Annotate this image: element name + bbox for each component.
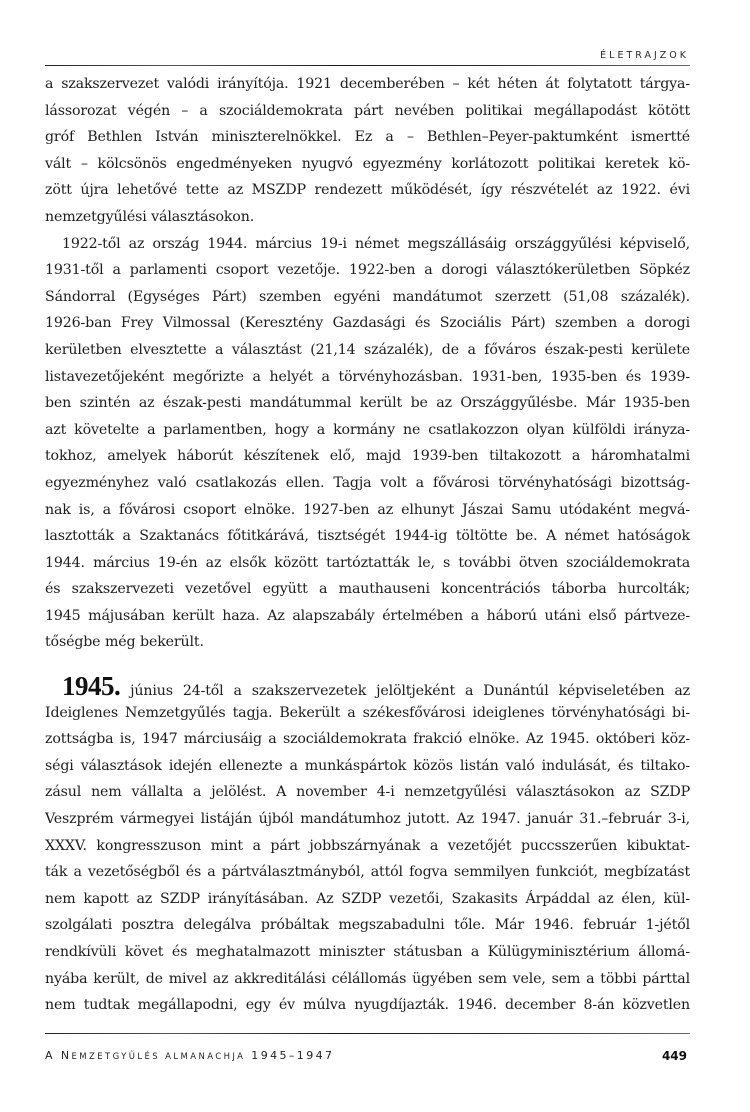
footer-title-smallcaps: EMZETGYŰLÉS ALMANACHJA xyxy=(71,1052,246,1062)
text-line: nem kapott az SZDP irányításában. Az SZDP vezetői, Szakasits Árpáddal az élen, kül- xyxy=(45,890,690,907)
text-line: ségi választások idején ellenezte a munkáspártok közös listán való indulását, és tiltako- xyxy=(45,757,690,774)
paragraph xyxy=(45,71,690,231)
text-line: tokhoz, amelyek háborút készítenek elő, majd 1939-ben tiltakozott a háromhatalmi xyxy=(45,448,690,465)
section-first-line xyxy=(45,673,690,700)
text-line: tőségbe még bekerült. xyxy=(45,634,204,651)
text-line: gróf Bethlen István miniszterelnökkel. Ez a – Bethlen–Peyer-paktumként ismertté xyxy=(45,129,690,146)
text-line: nemzetgyűlési választásokon. xyxy=(45,208,255,225)
text-line: Sándorral (Egységes Párt) szemben egyéni mandátumot szerzett (51,08 százalék). xyxy=(45,288,690,305)
text-line: XXXV. kongresszuson mint a párt jobbszárnyának a vezetőjét puccsszerűen kibuktat- xyxy=(45,837,690,854)
text-line: és szakszervezeti vezetővel együtt a mauthauseni koncentrációs táborba hurcolták; xyxy=(45,581,690,598)
footer-title-initial-n: N xyxy=(60,1049,72,1062)
running-head: ÉLETRAJZOK xyxy=(600,50,689,61)
text-line: egyezményhez való csatlakozás ellen. Tagja volt a fővárosi törvényhatósági bizottság- xyxy=(45,474,690,491)
text-line: lasztották a Szaktanács főtitkárává, tisztségét 1944-ig töltötte be. A német hatóságok xyxy=(45,528,690,545)
text-line: 1944. március 19-én az elsők között tartóztatták le, s további ötven szociáldemokrata xyxy=(45,554,690,571)
section-first-line-text: június 24-től a szakszervezetek jelöltjeként a Dunántúl képviseletében az xyxy=(120,683,690,700)
text-line: lássorozat végén – a szociáldemokrata párt nevében politikai megállapodást kötött xyxy=(45,102,690,119)
section-year-heading: 1945. xyxy=(62,671,121,702)
header-rule xyxy=(45,65,690,66)
text-line: a szakszervezet valódi irányítója. 1921 decemberében – két héten át folytatott tárgya- xyxy=(45,76,690,92)
text-line: nak is, a fővárosi csoport elnöke. 1927-ben az elhunyt Jászai Samu utódaként megvá- xyxy=(45,501,690,518)
footer-book-title xyxy=(45,1049,334,1062)
text-line: 1922-től az ország 1944. március 19-i német megszállásáig országgyűlési képviselő, xyxy=(62,235,690,252)
paragraph xyxy=(45,231,690,657)
text-line: Veszprém vármegyei listáján újból mandátumhoz jutott. Az 1947. január 31.–február 3-i, xyxy=(45,811,690,828)
page-body xyxy=(45,71,690,1019)
footer-years: 1945–1947 xyxy=(251,1049,335,1062)
text-line: 1931-től a parlamenti csoport vezetője. 1922-ben a dorogi választókerületben Söpkéz xyxy=(45,262,690,279)
text-line: azt követelte a parlamentben, hogy a kormány ne csatlakozzon olyan külföldi irányza- xyxy=(45,421,690,438)
page-number: 449 xyxy=(661,1049,687,1063)
text-line: listavezetőjeként megőrizte a helyét a törvényhozásban. 1931-ben, 1935-ben és 1939- xyxy=(45,368,690,385)
text-line: rendkívüli követ és meghatalmazott miniszter státusban a Külügyminisztérium állomá- xyxy=(45,944,690,960)
section-1945 xyxy=(45,673,690,1019)
text-line: 1926-ban Frey Vilmossal (Keresztény Gazdasági és Szociális Párt) szemben a dorogi xyxy=(45,315,690,332)
text-line: ben szintén az észak-pesti mandátummal került be az Országgyűlésbe. Már 1935-ben xyxy=(45,395,690,412)
footer-rule xyxy=(45,1033,690,1034)
text-line: zött újra lehetővé tette az MSZDP rendezett működését, így részvételét az 1922. évi xyxy=(45,182,690,199)
text-line: nem tudtak megállapodni, egy év múlva nyugdíjazták. 1946. december 8-án közvetlen xyxy=(45,997,690,1014)
text-line: nyába került, de mivel az akkreditálási célállomás ügyében sem vele, sem a többi párttal xyxy=(45,970,690,987)
text-line: zásul nem vállalta a jelölést. A november 4-i nemzetgyűlési választásokon az SZDP xyxy=(45,784,690,801)
text-line: zottságba is, 1947 márciusáig a szociáldemokrata frakció elnöke. Az 1945. októberi köz- xyxy=(45,731,690,748)
text-line: vált – kölcsönös engedményeken nyugvó egyezmény korlátozott politikai keretek kö- xyxy=(45,155,690,172)
section-spacer xyxy=(45,656,690,673)
text-line: ták a vezetőségből és a pártválasztmányból, attól fogva semmilyen funkciót, megbízatást xyxy=(45,864,690,881)
footer-title-initial-a: A xyxy=(45,1049,55,1062)
text-line: kerületben elvesztette a választást (21,14 százalék), de a főváros észak-pesti kerülete xyxy=(45,341,690,358)
text-line: 1945 májusában került haza. Az alapszabály értelmében a háború utáni első pártveze- xyxy=(45,607,690,624)
text-line: Ideiglenes Nemzetgyűlés tagja. Bekerült a székesfővárosi ideiglenes törvényhatósági bi- xyxy=(45,704,690,721)
text-line: szolgálati posztra delegálva próbáltak megszabadulni tőle. Már 1946. február 1-jétől xyxy=(45,917,690,934)
